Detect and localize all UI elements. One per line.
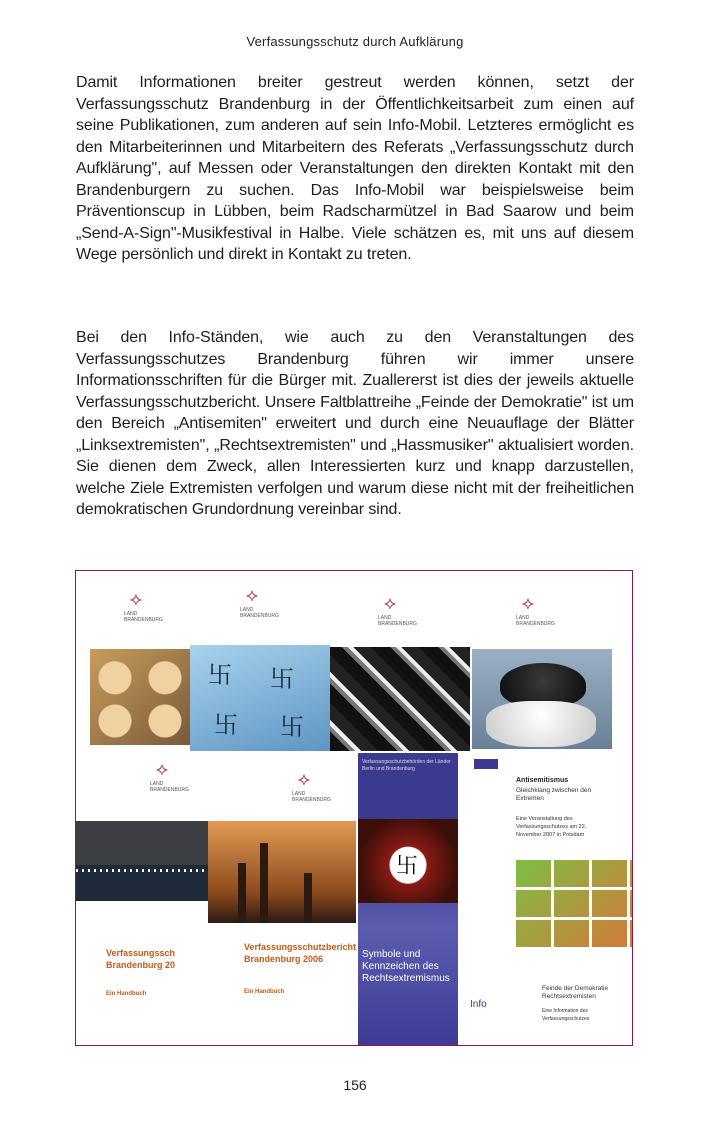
logo-text: LAND BRANDENBURG xyxy=(150,781,189,793)
eagle-icon: ⟡ xyxy=(522,593,534,614)
brochure-antisemitismus xyxy=(516,771,632,1045)
brochure5-subtitle: Gleichklang zwischen den Extremen xyxy=(516,787,592,802)
body-paragraph-1: Damit Informationen breiter gestreut werden können, setzt der Verfassungsschutz Brandenburg in der Öffentlichkeitsarbeit zum einen auf seine Publikationen, zum anderen auf sein Info-Mobil. Letzteres ermöglicht es den Mitarbeiterinnen und Mitarbeitern des Referats „Verfassungsschutz durch Aufklärung", auf Messen oder Veranstaltungen den direkten Kontakt mit den Brandenburgern zu suchen. Das Info-Mobil war beispielsweise beim Präventionscup in Lübben, beim Radscharmützel in Bad Saarow und beim „Send-A-Sign"-Musikfestival in Halbe. Viele schätzen es, mit uns auf diesem Wege persönlich und direkt in Kontakt zu treten. xyxy=(76,74,634,263)
eagle-icon: ⟡ xyxy=(298,769,310,790)
industrial-sunset-photo xyxy=(208,821,356,923)
logo-text: LAND BRANDENBURG xyxy=(240,607,279,619)
land-brandenburg-logo xyxy=(232,585,292,625)
brochure-symbols xyxy=(358,753,458,1045)
city-night-photo xyxy=(76,821,216,901)
eagle-icon: ⟡ xyxy=(384,593,396,614)
brochure1-subtitle: Ein Handbuch xyxy=(106,991,147,997)
brochure3-header: Verfassungsschutzbehörden der Länder Berlin und Brandenburg xyxy=(362,759,451,772)
running-head: Verfassungsschutz durch Aufklärung xyxy=(246,34,464,49)
brochure4-label: Info xyxy=(470,999,487,1010)
brochure5-series: Feinde der Demokratie Rechtsextremisten xyxy=(542,985,609,1000)
raised-hands-photo xyxy=(330,647,470,751)
brochure3-title: Symbole und Kennzeichen des Rechtsextremismus xyxy=(362,949,450,984)
masks-photo xyxy=(90,649,190,745)
flag-photo: 卐 xyxy=(358,819,458,903)
masks-grid-photo xyxy=(516,857,632,947)
land-brandenburg-logo xyxy=(508,593,568,633)
brochure2-subtitle: Ein Handbuch xyxy=(244,989,285,995)
land-brandenburg-logo xyxy=(116,589,176,629)
page-number: 156 xyxy=(343,1077,367,1093)
land-brandenburg-logo xyxy=(284,769,344,809)
body-paragraph-2: Bei den Info-Ständen, wie auch zu den Veranstaltungen des Verfassungsschutzes Brandenburg führen wir immer unsere Informationsschriften für die Bürger mit. Zuallererst ist dies der jeweils aktuelle Verfassungsschutzbericht. Unsere Faltblattreihe „Feinde der Demokratie" ist um den Bereich „Antisemiten" erweitert und durch eine Neuauflage der Blätter „Linksextremisten", „Rechtsextremisten" und „Hassmusiker" aktualisiert worden. Sie dienen dem Zweck, allen Interessierten kurz und knapp darzustellen, welche Ziele Extremisten verfolgen und warum diese nicht mit der freiheitlichen demokratischen Grundordnung vereinbar sind. xyxy=(76,329,634,518)
land-brandenburg-logo xyxy=(370,593,430,633)
brochure-handbook xyxy=(76,751,216,1045)
brochure5-note: Eine Veranstaltung des Verfassungsschutzes am 22. November 2007 in Potsdam xyxy=(516,816,587,838)
brochure5-footer: Eine Information des Verfassungsschutzes xyxy=(542,1008,590,1022)
kippa-photo xyxy=(472,649,612,749)
brochure5-title: Antisemitismus xyxy=(516,777,569,784)
brochure-info xyxy=(458,753,518,1045)
brochure1-title: Verfassungssch Brandenburg 20 xyxy=(106,948,176,970)
brochure-collage-figure xyxy=(75,570,633,1046)
logo-text: LAND BRANDENBURG xyxy=(378,615,417,627)
eagle-icon: ⟡ xyxy=(156,759,168,780)
eagle-icon: ⟡ xyxy=(130,589,142,610)
brochure-report-2006 xyxy=(208,751,356,1045)
brochure2-title: Verfassungsschutzbericht Brandenburg 2006 xyxy=(244,942,356,964)
logo-text: LAND BRANDENBURG xyxy=(516,615,555,627)
graffiti-photo: 卐 卐 卐 卐 xyxy=(190,645,330,751)
logo-text: LAND BRANDENBURG xyxy=(292,791,331,803)
eagle-icon: ⟡ xyxy=(246,585,258,606)
land-brandenburg-logo xyxy=(142,759,202,799)
logo-text: LAND BRANDENBURG xyxy=(124,611,163,623)
